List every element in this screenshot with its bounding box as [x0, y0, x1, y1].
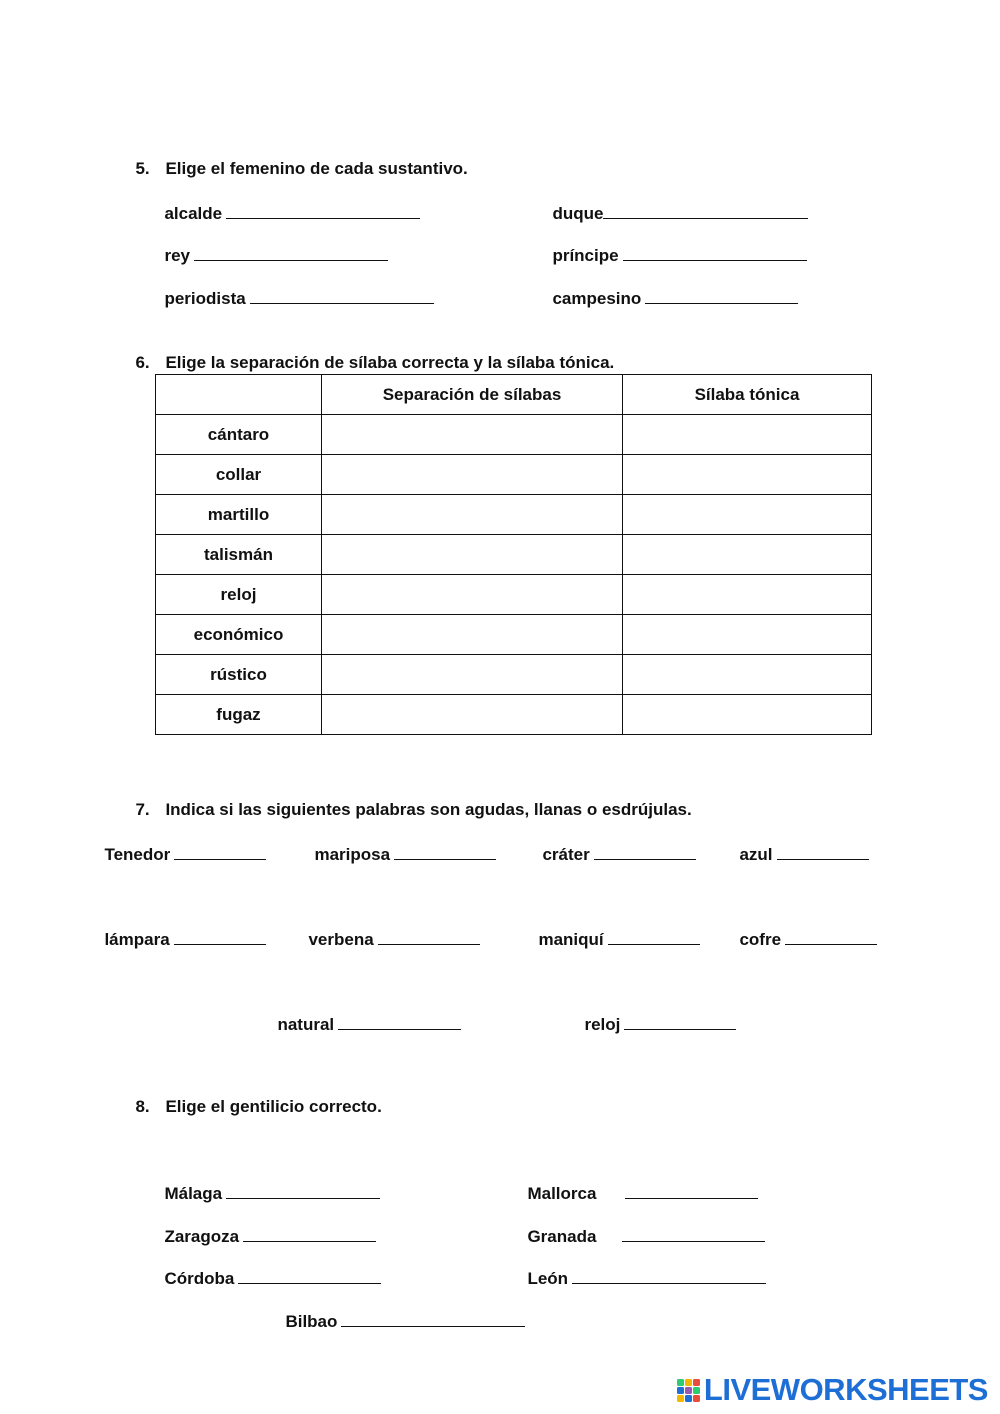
word-label: natural	[277, 1015, 335, 1034]
section-6-number: 6.	[135, 353, 150, 372]
answer-blank[interactable]	[238, 1267, 381, 1284]
stress-item-maniqui	[529, 908, 700, 950]
word-cell: cántaro	[156, 415, 322, 455]
separation-answer-cell[interactable]	[322, 575, 623, 615]
stressed-answer-cell[interactable]	[623, 455, 872, 495]
stressed-answer-cell[interactable]	[623, 695, 872, 735]
answer-blank[interactable]	[623, 244, 807, 261]
word-label: duque	[552, 204, 604, 223]
demonym-item-malaga	[155, 1162, 380, 1204]
stress-item-reloj	[575, 993, 736, 1035]
answer-blank[interactable]	[394, 843, 496, 860]
stress-item-natural	[268, 993, 461, 1035]
stressed-answer-cell[interactable]	[623, 495, 872, 535]
word-label: mariposa	[314, 845, 391, 864]
answer-blank[interactable]	[226, 1182, 380, 1199]
feminine-item-principe	[543, 224, 807, 266]
separation-answer-cell[interactable]	[322, 495, 623, 535]
separation-answer-cell[interactable]	[322, 535, 623, 575]
answer-blank[interactable]	[624, 1013, 736, 1030]
answer-blank[interactable]	[250, 287, 434, 304]
section-8-number: 8.	[135, 1097, 150, 1116]
answer-blank[interactable]	[603, 202, 808, 219]
section-5-title: Elige el femenino de cada sustantivo.	[165, 159, 468, 178]
table-row	[156, 415, 872, 455]
word-label: Córdoba	[164, 1269, 235, 1288]
word-label: cráter	[542, 845, 590, 864]
answer-blank[interactable]	[243, 1225, 376, 1242]
word-cell: talismán	[156, 535, 322, 575]
separation-answer-cell[interactable]	[322, 455, 623, 495]
stressed-answer-cell[interactable]	[623, 655, 872, 695]
stressed-answer-cell[interactable]	[623, 575, 872, 615]
stress-item-crater	[533, 823, 696, 865]
demonym-item-cordoba	[155, 1247, 381, 1289]
answer-blank[interactable]	[785, 928, 877, 945]
feminine-item-periodista	[155, 267, 434, 309]
section-8-title: Elige el gentilicio correcto.	[165, 1097, 382, 1116]
answer-blank[interactable]	[226, 202, 420, 219]
answer-blank[interactable]	[572, 1267, 766, 1284]
word-label: cofre	[739, 930, 782, 949]
separation-answer-cell[interactable]	[322, 615, 623, 655]
table-row	[156, 455, 872, 495]
answer-blank[interactable]	[645, 287, 798, 304]
word-label: azul	[739, 845, 773, 864]
word-cell: reloj	[156, 575, 322, 615]
separation-answer-cell[interactable]	[322, 655, 623, 695]
stress-item-azul	[730, 823, 869, 865]
section-6-title: Elige la separación de sílaba correcta y la sílaba tónica.	[165, 353, 615, 372]
word-cell: fugaz	[156, 695, 322, 735]
header-stressed-syllable: Sílaba tónica	[623, 375, 872, 415]
table-row	[156, 655, 872, 695]
header-word	[156, 375, 322, 415]
liveworksheets-logo-icon	[676, 1377, 702, 1403]
header-syllable-separation: Separación de sílabas	[322, 375, 623, 415]
feminine-item-rey	[155, 224, 388, 266]
demonym-item-mallorca	[518, 1162, 758, 1204]
word-label: Málaga	[164, 1184, 223, 1203]
word-label: rey	[164, 246, 190, 265]
section-5-heading	[126, 139, 468, 179]
answer-blank[interactable]	[625, 1182, 758, 1199]
word-label: reloj	[584, 1015, 621, 1034]
separation-answer-cell[interactable]	[322, 415, 623, 455]
liveworksheets-logo-text: LIVEWORKSHEETS	[703, 1372, 988, 1407]
word-label: príncipe	[552, 246, 619, 265]
answer-blank[interactable]	[378, 928, 480, 945]
answer-blank[interactable]	[608, 928, 700, 945]
word-label: campesino	[552, 289, 642, 308]
answer-blank[interactable]	[174, 928, 266, 945]
word-cell: rústico	[156, 655, 322, 695]
table-header-row	[156, 375, 872, 415]
word-label: verbena	[308, 930, 374, 949]
section-7-title: Indica si las siguientes palabras son agudas, llanas o esdrújulas.	[165, 800, 692, 819]
liveworksheets-logo	[676, 1372, 988, 1408]
table-row	[156, 535, 872, 575]
demonym-item-zaragoza	[155, 1205, 376, 1247]
word-label: Bilbao	[285, 1312, 338, 1331]
feminine-item-campesino	[543, 267, 798, 309]
answer-blank[interactable]	[594, 843, 696, 860]
stressed-answer-cell[interactable]	[623, 415, 872, 455]
word-cell: martillo	[156, 495, 322, 535]
answer-blank[interactable]	[338, 1013, 461, 1030]
word-label: maniquí	[538, 930, 604, 949]
separation-answer-cell[interactable]	[322, 695, 623, 735]
answer-blank[interactable]	[194, 244, 388, 261]
answer-blank[interactable]	[174, 843, 266, 860]
word-label: Zaragoza	[164, 1227, 240, 1246]
section-6-heading	[126, 333, 614, 373]
word-cell: collar	[156, 455, 322, 495]
section-5-number: 5.	[135, 159, 150, 178]
stressed-answer-cell[interactable]	[623, 535, 872, 575]
demonym-item-leon	[518, 1247, 766, 1289]
stress-item-tenedor	[95, 823, 266, 865]
table-row	[156, 695, 872, 735]
word-label: Granada	[527, 1227, 597, 1246]
answer-blank[interactable]	[341, 1310, 525, 1327]
word-label: periodista	[164, 289, 246, 308]
table-row	[156, 615, 872, 655]
stress-item-mariposa	[305, 823, 496, 865]
answer-blank[interactable]	[777, 843, 869, 860]
table-row	[156, 575, 872, 615]
table-row	[156, 495, 872, 535]
stressed-answer-cell[interactable]	[623, 615, 872, 655]
feminine-item-duque	[543, 182, 808, 224]
word-label: alcalde	[164, 204, 223, 223]
section-8-heading	[126, 1077, 382, 1117]
stress-item-lampara	[95, 908, 266, 950]
word-label: lámpara	[104, 930, 170, 949]
word-label: León	[527, 1269, 569, 1288]
word-label: Mallorca	[527, 1184, 597, 1203]
answer-blank[interactable]	[622, 1225, 765, 1242]
demonym-item-granada	[518, 1205, 765, 1247]
stress-item-verbena	[299, 908, 480, 950]
syllable-table	[155, 374, 872, 735]
word-label: Tenedor	[104, 845, 171, 864]
feminine-item-alcalde	[155, 182, 420, 224]
demonym-item-bilbao	[276, 1290, 525, 1332]
stress-item-cofre	[730, 908, 877, 950]
section-7-heading	[126, 780, 692, 820]
section-7-number: 7.	[135, 800, 150, 819]
word-cell: económico	[156, 615, 322, 655]
